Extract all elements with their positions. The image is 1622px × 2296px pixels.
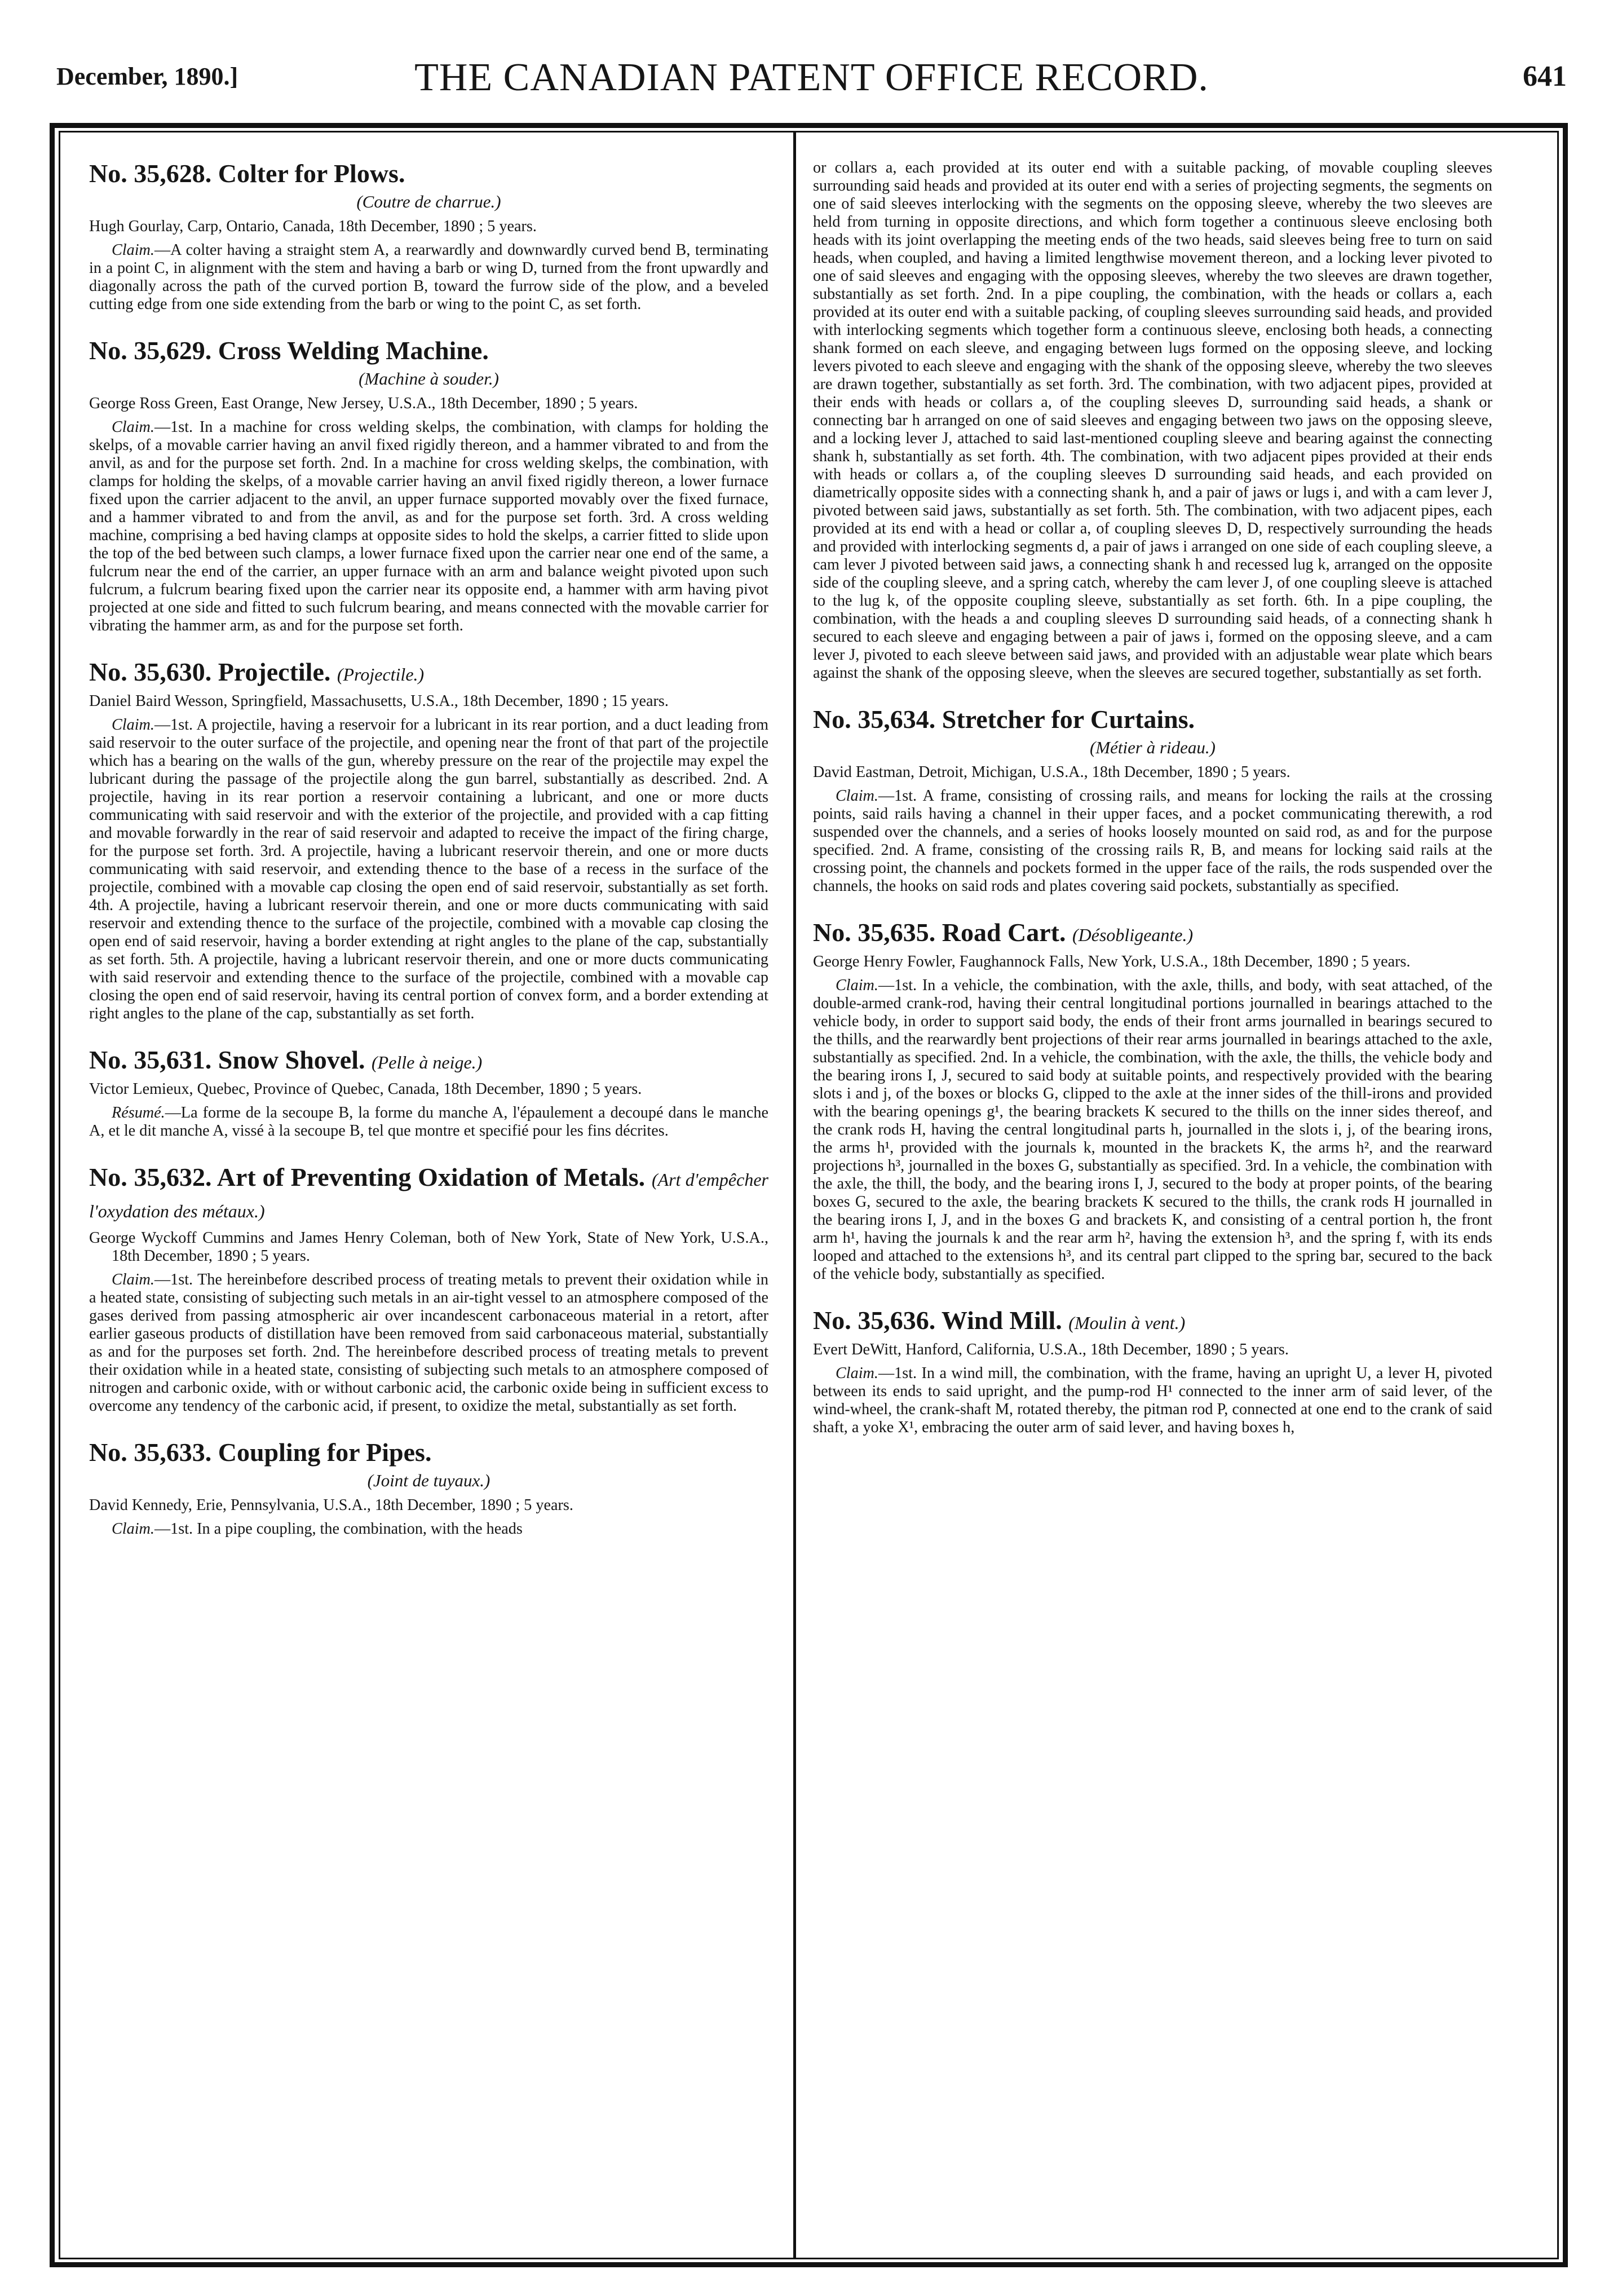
patent-number: No. 35,628. xyxy=(89,159,212,188)
patent-title: Art of Preventing Oxidation of Metals. xyxy=(216,1163,646,1191)
french-title: (Désobligeante.) xyxy=(1072,925,1194,945)
inventor-line: David Eastman, Detroit, Michigan, U.S.A., 18th December, 1890 ; 5 years. xyxy=(813,763,1290,781)
patent-number: No. 35,634. xyxy=(813,705,936,734)
patent-title: Road Cart. xyxy=(942,918,1066,947)
entry-heading xyxy=(813,1306,1492,1337)
patent-title: Stretcher for Curtains. xyxy=(942,705,1195,734)
patent-title: Wind Mill. xyxy=(941,1306,1062,1335)
claim-label: Claim. xyxy=(112,1520,154,1538)
entry-heading xyxy=(89,1163,768,1226)
inventor-line: David Kennedy, Erie, Pennsylvania, U.S.A., 18th December, 1890 ; 5 years. xyxy=(89,1496,573,1514)
french-title: (Machine à souder.) xyxy=(359,369,499,388)
entry-heading xyxy=(813,918,1492,950)
entry-heading xyxy=(813,705,1492,734)
claim-continuation-35633: or collars a, each provided at its outer end with a suitable packing, of movable coupling sleeves surrounding said heads and provided at its outer end with a series of projecting segments, the segments on one of said sleeves interlocking with the segments on the opposing sleeve, whereby the two sleeves are held from turning in opposite directions, and which form together a continuous sleeve enclosing both heads with its joint overlapping the meeting ends of the two heads, said sleeves being free to turn on said heads, when coupled, and having a limited lengthwise movement thereon, and a locking lever pivoted to one of said sleeves and engaging with the opposing sleeves, whereby the two sleeves are drawn together, substantially as set forth. 2nd. In a pipe coupling, the combination, with the heads or collars a, each provided at its outer end with a suitable packing, of coupling sleeves surrounding said heads, and provided with interlocking segments which together form a continuous sleeve, enclosing both heads, a connecting shank formed on each sleeve, and engaging between lugs formed on the opposing sleeve, and locking levers pivoted to each sleeve and engaging with the shank of the opposing sleeve, whereby the two sleeves are drawn together, substantially as set forth. 3rd. The combination, with two adjacent pipes, provided at their ends with heads or collars a, of the coupling sleeves D, surrounding said heads, a shank or connecting bar h arranged on one of said sleeves and engaging between two jaws on the opposing sleeve, and a locking lever J, attached to said last-mentioned coupling sleeve and bearing against the connecting shank h, substantially as set forth. 4th. The combination, with two adjacent pipes provided at their ends with heads or collars a, of the coupling sleeves D surrounding said heads, and each provided on diametrically opposite sides with a connecting shank h, and a pair of jaws or lugs i, and with a cam lever J, pivoted between said jaws, substantially as set forth. 5th. The combination, with two adjacent pipes, each provided at its end with a head or collar a, of coupling sleeves D, D, respectively surrounding the heads and provided with interlocking segments d, a pair of jaws i arranged on one side of each coupling sleeve, a cam lever J pivoted between said jaws, a connecting shank h and recessed lug k, arranged on the opposite side of the coupling sleeve, and a spring catch, whereby the cam lever J, of one coupling sleeve is attached to the lug k, of the opposite coupling sleeve, substantially as set forth. 6th. In a pipe coupling, the combination, with the heads a and coupling sleeves D surrounding said heads, of a connecting shank h secured to each sleeve and engaging between a pair of jaws i, formed on the opposing sleeve, and a cam lever J, pivoted to each sleeve between said jaws, and provided with an adjustable wear plate which bears against the shank of the opposing sleeve, when the sleeves are secured together, substantially as set forth. xyxy=(813,159,1492,682)
page-header xyxy=(56,55,1567,106)
french-title: (Pelle à neige.) xyxy=(371,1052,483,1072)
patent-entry-35634 xyxy=(813,705,1492,895)
patent-title: Cross Welding Machine. xyxy=(218,336,489,365)
claim-body: —1st. In a vehicle, the combination, with the axle, thills, and body, with seat attached, of the double-armed crank-rod, having their central longitudinal portions journalled in bearings attached to the vehicle body, in order to support said body, the ends of their front arms journalled in bearings secured to the thills, and the rearwardly bent projections of their rear arms journalled in bearings attached to the axle, substantially as specified. 2nd. In a vehicle, the combination, with the axle, the thills, the vehicle body and the bearing irons I, J, secured to said body at suitable points, and respectively provided with the bearing slots i and j, of the boxes or blocks G, clipped to the axle at the inner sides of the thill-irons and provided with the bearing openings g¹, the bearing brackets K secured to the thills on the inner sides thereof, and the crank rods H, having the central longitudinal parts h, journalled in the slots i, j, of the bearing irons, the arms h¹, provided with the journals k, mounted in the brackets K, the arms h², and the rearward projections h³, journalled in the boxes G, substantially as specified. 3rd. In a vehicle, the combination with the axle, the thill, the body, and the bearing irons I, J, secured to the body at proper points, of the bearing boxes G, secured to the axle, the bearing brackets K secured to the thills, the crank rods H journalled in the bearing irons I, J, and in the boxes G and brackets K, and consisting of a central portion h, the front arm h¹, having the journals k and the rear arm h², having the extension h³, and the spring f, with its ends looped and attached to the extensions h³, and its central part clipped to the spring bar, secured to the back of the vehicle body, substantially as specified. xyxy=(813,977,1492,1283)
claim-body: —A colter having a straight stem A, a rearwardly and downwardly curved bend B, terminating in a point C, in alignment with the stem and having a barb or wing D, turned from the front upwardly and diagonally across the path of the curved portion B, toward the furrow side of the plow, and a beveled cutting edge from one side extending from the barb or wing to the point C, as set forth. xyxy=(89,241,768,313)
entry-heading xyxy=(89,1045,768,1077)
patent-entry-35628 xyxy=(89,159,768,314)
resume-body: —La forme de la secoupe B, la forme du manche A, l'épaulement a decoupé dans le manche A, et le dit manche A, vissé à la secoupe B, tel que montre et specifié pour les fins décrites. xyxy=(89,1104,768,1140)
claim-text xyxy=(89,1271,768,1415)
patent-number: No. 35,633. xyxy=(89,1438,212,1467)
patent-entry-35633 xyxy=(89,1438,768,1538)
patent-title: Coupling for Pipes. xyxy=(218,1438,432,1467)
patent-title: Projectile. xyxy=(218,657,331,686)
inventor-line: George Ross Green, East Orange, New Jersey, U.S.A., 18th December, 1890 ; 5 years. xyxy=(89,395,638,412)
claim-label: Claim. xyxy=(836,977,878,994)
claim-label: Claim. xyxy=(112,418,154,436)
claim-text xyxy=(89,1520,768,1538)
claim-body: —1st. In a pipe coupling, the combination, with the heads xyxy=(154,1520,523,1538)
claim-body: —1st. A projectile, having a reservoir for a lubricant in its rear portion, and a duct leading from said reservoir to the outer surface of the projectile, and opening near the front of that part of the projectile which has a bearing on the walls of the gun, whereby pressure on the rear of the projectile may expel the lubricant during the passage of the projectile along the gun barrel, substantially as described. 2nd. A projectile, having in its rear portion a reservoir containing a lubricant, and one or more ducts communicating with said reservoir and with the exterior of the projectile, and provided with a cap fitting and movable forwardly in the rear of said reservoir and adapted to receive the impact of the firing charge, for the purpose set forth. 3rd. A projectile, having a lubricant reservoir therein, and one or more ducts communicating with said reservoir, and extending thence to the base of a recess in the surface of the projectile, combined with a movable cap closing the open end of said reservoir, substantially as set forth. 4th. A projectile, having a lubricant reservoir therein, and one or more ducts communicating with said reservoir and extending thence to the surface of the projectile, combined with a movable cap closing the open end of said reservoir, having a border extending at right angles to the plane of the cap, substantially as set forth. 5th. A projectile, having a lubricant reservoir therein, and one or more ducts communicating with said reservoir and extending thence to the surface of the projectile, combined with a movable cap closing the open end of said reservoir, having its central portion of convex form, and a border extending at right angles to the plane of the cap, substantially as set forth. xyxy=(89,716,768,1022)
claim-text xyxy=(89,241,768,314)
french-title: (Projectile.) xyxy=(337,664,425,685)
french-title: (Joint de tuyaux.) xyxy=(367,1471,490,1490)
claim-text xyxy=(89,716,768,1023)
page-number: 641 xyxy=(1523,60,1567,92)
issue-date: December, 1890.] xyxy=(56,63,238,90)
inventor-line: Daniel Baird Wesson, Springfield, Massachusetts, U.S.A., 18th December, 1890 ; 15 years. xyxy=(89,692,669,710)
patent-entry-35631 xyxy=(89,1045,768,1140)
patent-number: No. 35,632. xyxy=(89,1163,212,1191)
inventor-line: Victor Lemieux, Quebec, Province of Quebec, Canada, 18th December, 1890 ; 5 years. xyxy=(89,1080,642,1098)
resume-label: Résumé. xyxy=(112,1104,165,1121)
inventor-line: Hugh Gourlay, Carp, Ontario, Canada, 18th December, 1890 ; 5 years. xyxy=(89,218,537,235)
inventor-line: George Henry Fowler, Faughannock Falls, New York, U.S.A., 18th December, 1890 ; 5 years. xyxy=(813,953,1411,970)
patent-entry-35636 xyxy=(813,1306,1492,1437)
entry-heading xyxy=(89,657,768,689)
claim-label: Claim. xyxy=(112,1271,154,1288)
french-title: (Moulin à vent.) xyxy=(1068,1313,1186,1333)
entry-heading xyxy=(89,336,768,365)
claim-text xyxy=(813,1365,1492,1437)
patent-entry-35632 xyxy=(89,1163,768,1415)
patent-entry-35629 xyxy=(89,336,768,635)
patent-number: No. 35,630. xyxy=(89,657,212,686)
inventor-line: Evert DeWitt, Hanford, California, U.S.A., 18th December, 1890 ; 5 years. xyxy=(813,1341,1289,1358)
claim-label: Claim. xyxy=(836,787,878,805)
claim-body: —1st. In a machine for cross welding skelps, the combination, with clamps for holding the skelps, of a movable carrier having an anvil fixed rigidly thereon, and a hammer vibrated to and from the anvil, as and for the purpose set forth. 2nd. In a machine for cross welding skelps, the combination, with clamps for holding the skelps, of a movable carrier having an anvil fixed rigidly thereon, a lower furnace fixed upon the carrier adjacent to the anvil, an upper furnace supported movably over the fixed furnace, and a hammer vibrated to and from the anvil, as and for the purpose set forth. 3rd. A cross welding machine, comprising a bed having clamps at opposite sides to hold the skelps, a carrier fitted to slide upon the top of the bed between such clamps, a lower furnace fixed upon the carrier near one end of the same, a fulcrum near the end of the carrier, an upper furnace with an arm and balance weight pivoted upon such fulcrum, a fulcrum bearing fixed upon the carrier near its opposite end, a hammer with arm having pivot projected at one side and fitted to such fulcrum bearing, and means connected with the movable carrier for vibrating the hammer arm, as and for the purpose set forth. xyxy=(89,418,768,634)
publication-title: THE CANADIAN PATENT OFFICE RECORD. xyxy=(414,56,1209,99)
claim-label: Claim. xyxy=(836,1365,878,1382)
claim-text xyxy=(89,418,768,635)
claim-body: —1st. A frame, consisting of crossing rails, and means for locking the rails at the crossing points, said rails having a channel in their upper faces, and a pocket communicating therewith, a rod suspended over the channels, and a series of hooks loosely mounted on said rod, as and for the purpose specified. 2nd. A frame, consisting of the crossing rails R, B, and means for locking said rails at the crossing point, the channels and pockets formed in the upper face of the rails, the rods suspended over the channels, the hooks on said rods and plates covering said pockets, substantially as specified. xyxy=(813,787,1492,895)
claim-body: —1st. In a wind mill, the combination, with the frame, having an upright U, a lever H, pivoted between its ends to said upright, and the pump-rod H¹ connected to the inner arm of said lever, of the wind-wheel, the crank-shaft M, rotated thereby, the pitman rod P, connected at one end to the crank of said shaft, a yoke X¹, embracing the outer arm of said lever, and having boxes h, xyxy=(813,1365,1492,1436)
patent-title: Colter for Plows. xyxy=(218,159,405,188)
patent-title: Snow Shovel. xyxy=(218,1045,365,1074)
patent-entry-35635 xyxy=(813,918,1492,1283)
patent-number: No. 35,635. xyxy=(813,918,936,947)
patent-number: No. 35,636. xyxy=(813,1306,936,1335)
entry-heading xyxy=(89,1438,768,1467)
claim-body: —1st. The hereinbefore described process of treating metals to prevent their oxidation while in a heated state, consisting of subjecting such metals in an air-tight vessel to an atmosphere composed of the gases derived from passing atmospheric air over incandescent carbonaceous material in a retort, after earlier gaseous products of distillation have been removed from said carbonaceous material, substantially as and for the purposes set forth. 2nd. The hereinbefore described process of treating metals to prevent their oxidation while in a heated state, consisting of subjecting such metals to an atmosphere composed of nitrogen and carbonic oxide, with or without carbonic acid, the carbonic oxide being in sufficient excess to overcome any tendency of the carbonic acid, if present, to oxidize the metal, substantially as set forth. xyxy=(89,1271,768,1415)
french-title: (Métier à rideau.) xyxy=(1090,738,1216,757)
french-title: (Art d'empêcher l'oxydation des métaux.) xyxy=(89,1169,768,1221)
french-title: (Coutre de charrue.) xyxy=(356,192,501,211)
right-column xyxy=(813,159,1492,1437)
claim-text xyxy=(813,977,1492,1283)
patent-number: No. 35,629. xyxy=(89,336,212,365)
inventor-line: George Wyckoff Cummins and James Henry Coleman, both of New York, State of New York, U.S.A., 18th December, 1890 ; 5 years. xyxy=(89,1229,768,1265)
resume-text xyxy=(89,1104,768,1140)
left-column xyxy=(89,159,768,1538)
claim-label: Claim. xyxy=(112,241,154,259)
column-divider xyxy=(793,133,796,2258)
claim-label: Claim. xyxy=(112,716,154,734)
claim-text xyxy=(813,787,1492,895)
patent-entry-35630 xyxy=(89,657,768,1023)
patent-number: No. 35,631. xyxy=(89,1045,212,1074)
entry-heading xyxy=(89,159,768,188)
